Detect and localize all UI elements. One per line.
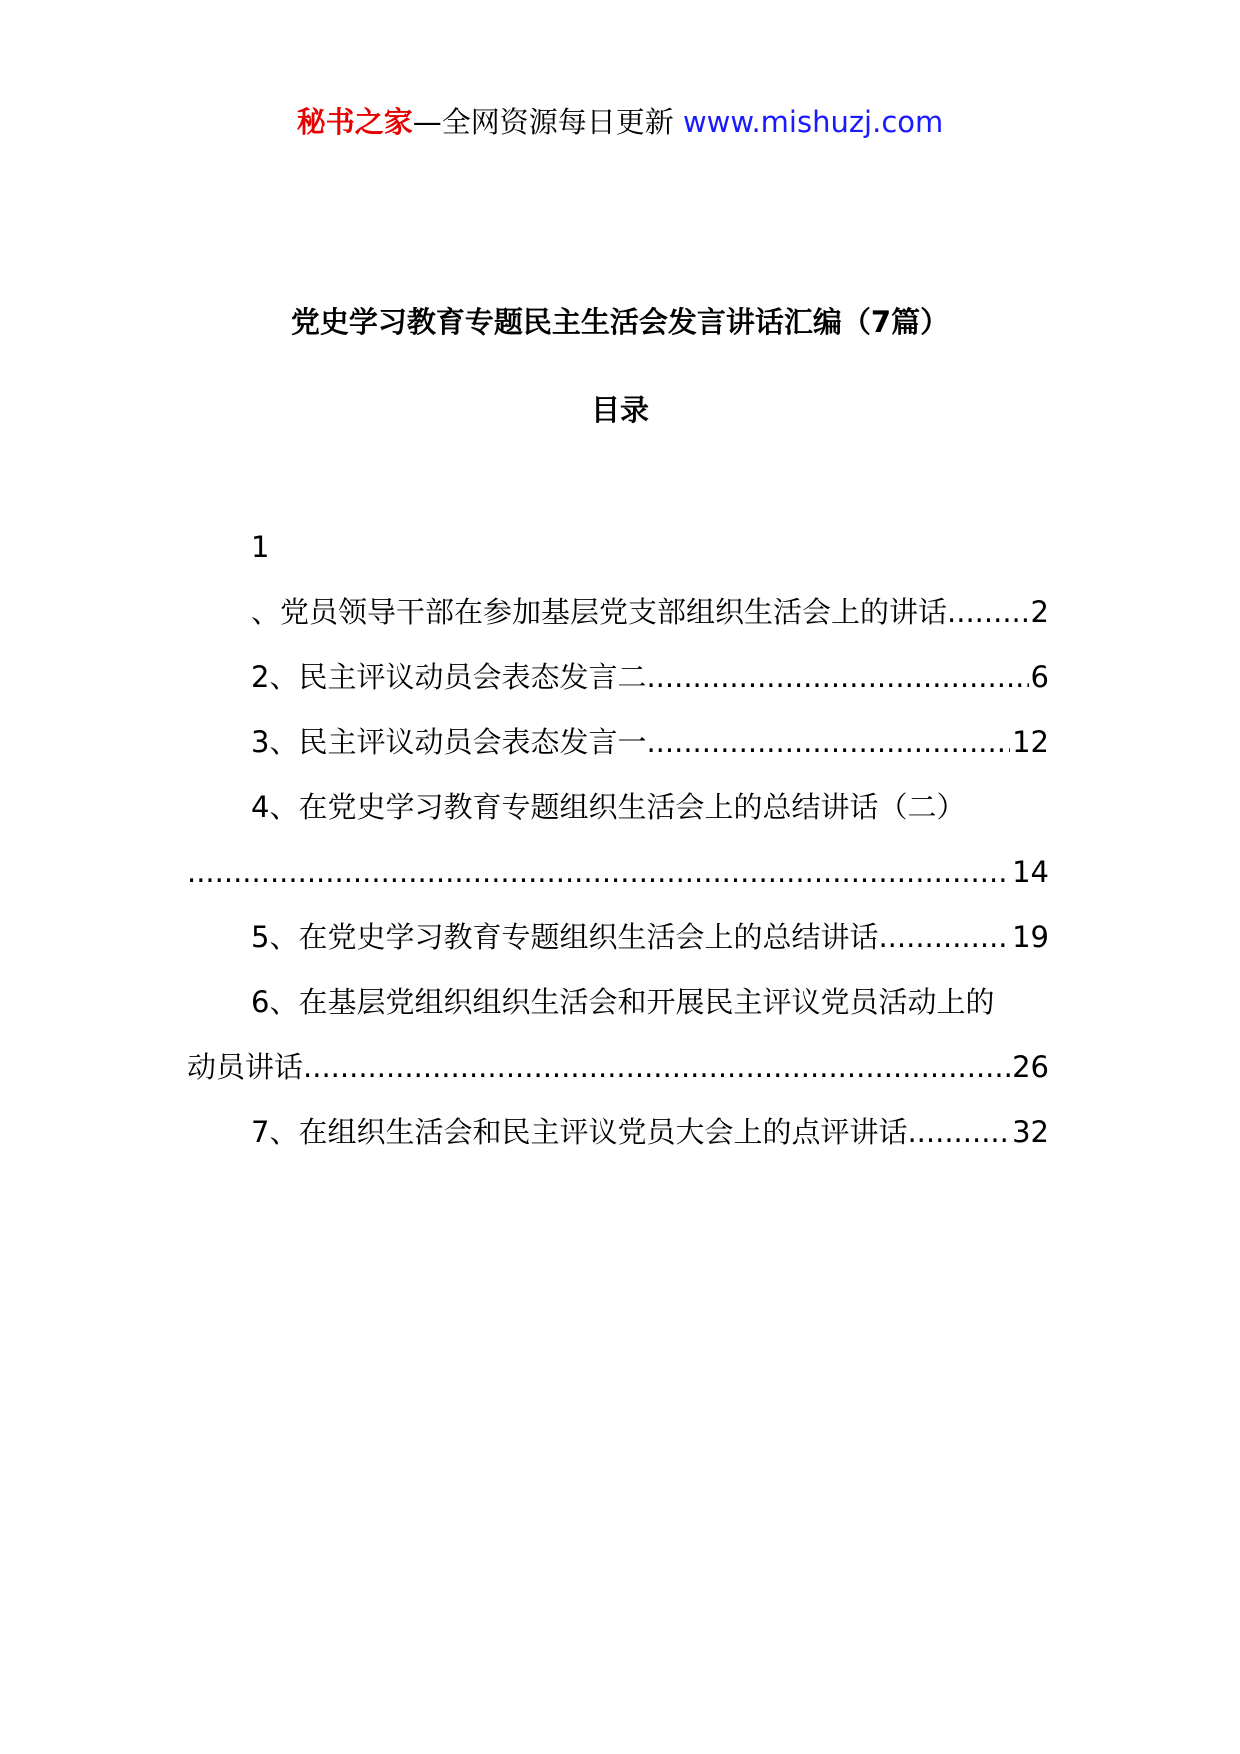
toc-entry-title: 动员讲话 bbox=[187, 1050, 304, 1084]
toc-page-number: 32 bbox=[1012, 1115, 1049, 1149]
toc-page-number: 2 bbox=[1030, 595, 1049, 629]
toc-dot-leader bbox=[646, 710, 1010, 775]
toc-entry-title: 2、民主评议动员会表态发言二 bbox=[251, 660, 647, 694]
toc-entry-5[interactable] bbox=[187, 905, 1049, 970]
site-brand: 秘书之家 bbox=[296, 105, 413, 139]
toc-dot-leader bbox=[947, 580, 1029, 645]
toc-dot-leader bbox=[187, 840, 1010, 905]
site-header bbox=[0, 100, 1240, 144]
toc-dot-leader bbox=[878, 905, 1010, 970]
document-title: 党史学习教育专题民主生活会发言讲话汇编（7篇） bbox=[290, 305, 950, 339]
toc-entry-3[interactable] bbox=[187, 710, 1049, 775]
toc-dot-leader bbox=[303, 1035, 1010, 1100]
site-slogan: —全网资源每日更新 bbox=[412, 105, 674, 139]
toc-entry-7[interactable] bbox=[187, 1100, 1049, 1165]
toc-entry-title: 5、在党史学习教育专题组织生活会上的总结讲话 bbox=[251, 920, 879, 954]
toc-entry-title: 3、民主评议动员会表态发言一 bbox=[251, 725, 647, 759]
toc-entry-title: 、党员领导干部在参加基层党支部组织生活会上的讲话 bbox=[251, 595, 948, 629]
toc-entry-title: 7、在组织生活会和民主评议党员大会上的点评讲话 bbox=[251, 1115, 908, 1149]
toc-heading: 目录 bbox=[590, 393, 649, 427]
toc-entry-4-leader-line[interactable] bbox=[187, 840, 1049, 905]
site-url-link[interactable]: www.mishuzj.com bbox=[682, 105, 944, 139]
toc-dot-leader bbox=[907, 1100, 1010, 1165]
toc-entry-6-title-line2[interactable] bbox=[187, 1035, 1049, 1100]
toc-entry-4-title[interactable]: 4、在党史学习教育专题组织生活会上的总结讲话（二） bbox=[251, 790, 966, 824]
toc-entry-6-title-line1[interactable]: 6、在基层党组织组织生活会和开展民主评议党员活动上的 bbox=[251, 985, 995, 1019]
toc-entry-1-number: 1 bbox=[251, 530, 270, 564]
toc-entry-2[interactable] bbox=[187, 645, 1049, 710]
table-of-contents bbox=[187, 515, 1049, 1165]
toc-dot-leader bbox=[646, 645, 1028, 710]
toc-page-number: 26 bbox=[1012, 1050, 1049, 1084]
toc-page-number: 14 bbox=[1012, 855, 1049, 889]
toc-page-number: 6 bbox=[1030, 660, 1049, 694]
toc-entry-1[interactable] bbox=[187, 580, 1049, 645]
toc-page-number: 19 bbox=[1012, 920, 1049, 954]
toc-page-number: 12 bbox=[1012, 725, 1049, 759]
